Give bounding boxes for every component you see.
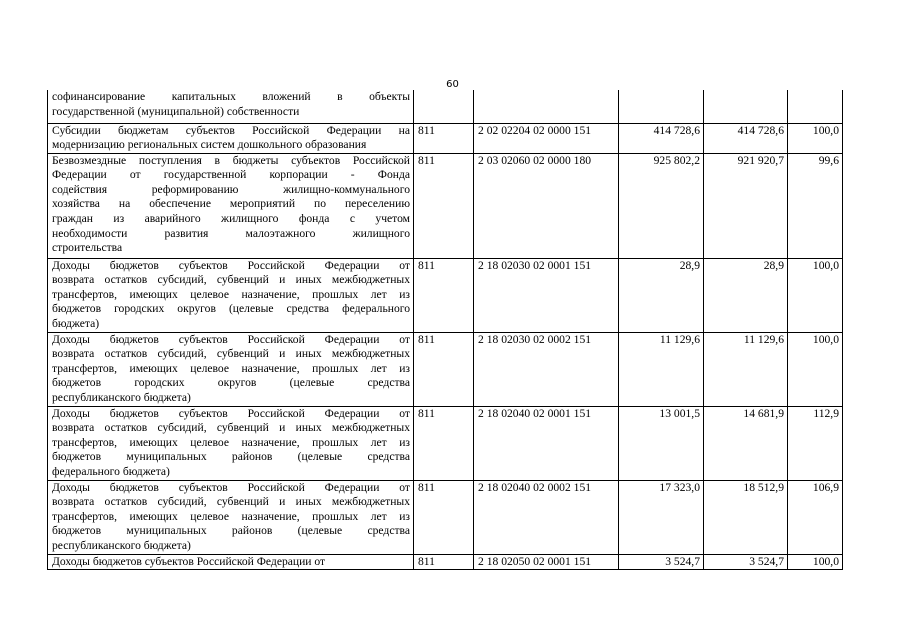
- description-line: Доходы бюджетов субъектов Российской Федерации от: [52, 480, 410, 494]
- description-line: возврата остатков субсидий, субвенций и иных межбюджетных: [52, 421, 410, 435]
- description-line: бюджетов городских округов (целевые средства федерального: [52, 302, 410, 316]
- description-line: республиканского бюджета): [52, 539, 191, 553]
- execution-percent-cell: 99,6: [788, 153, 843, 258]
- table-row: [48, 258, 843, 332]
- planned-amount-cell: [619, 90, 704, 123]
- actual-amount-cell: [704, 90, 788, 123]
- admin-code-cell: 811: [414, 480, 474, 554]
- description-line: Доходы бюджетов субъектов Российской Федерации от: [52, 406, 410, 420]
- table-row: [48, 90, 843, 123]
- revenue-description-cell: [48, 554, 414, 570]
- revenue-description-cell: [48, 258, 414, 332]
- description-line: содействия реформированию жилищно-коммунального: [52, 182, 410, 196]
- description-line: возврата остатков субсидий, субвенций и иных межбюджетных: [52, 495, 410, 509]
- admin-code-cell: 811: [414, 153, 474, 258]
- planned-amount-cell: 414 728,6: [619, 123, 704, 153]
- execution-percent-cell: 100,0: [788, 332, 843, 406]
- description-line: модернизацию региональных систем дошкольного образования: [52, 138, 367, 152]
- execution-percent-cell: [788, 90, 843, 123]
- description-line: трансфертов, имеющих целевое назначение, прошлых лет из: [52, 509, 410, 523]
- admin-code-cell: 811: [414, 554, 474, 570]
- description-line: Доходы бюджетов субъектов Российской Федерации от: [52, 554, 326, 568]
- table-row: [48, 480, 843, 554]
- description-line: бюджетов городских округов (целевые средства: [52, 376, 410, 390]
- revenue-description-cell: [48, 406, 414, 480]
- table-row: [48, 554, 843, 570]
- description-line: Доходы бюджетов субъектов Российской Федерации от: [52, 258, 410, 272]
- description-line: софинансирование капитальных вложений в объекты: [52, 90, 410, 103]
- actual-amount-cell: 11 129,6: [704, 332, 788, 406]
- budget-classification-code-cell: 2 18 02040 02 0001 151: [474, 406, 619, 480]
- description-line: бюджета): [52, 317, 100, 331]
- revenue-description-cell: [48, 480, 414, 554]
- description-line: бюджетов муниципальных районов (целевые средства: [52, 524, 410, 538]
- revenue-description-cell: [48, 332, 414, 406]
- description-line: необходимости развития малоэтажного жилищного: [52, 226, 410, 240]
- description-line: граждан из аварийного жилищного фонда с учетом: [52, 212, 410, 226]
- planned-amount-cell: 3 524,7: [619, 554, 704, 570]
- execution-percent-cell: 100,0: [788, 554, 843, 570]
- description-line: республиканского бюджета): [52, 391, 191, 405]
- page-number-text: 60: [446, 79, 459, 90]
- budget-classification-code-cell: 2 02 02204 02 0000 151: [474, 123, 619, 153]
- actual-amount-cell: 18 512,9: [704, 480, 788, 554]
- budget-classification-code-cell: [474, 90, 619, 123]
- admin-code-cell: 811: [414, 258, 474, 332]
- admin-code-cell: 811: [414, 406, 474, 480]
- actual-amount-cell: 921 920,7: [704, 153, 788, 258]
- budget-classification-code-cell: 2 18 02030 02 0002 151: [474, 332, 619, 406]
- description-line: трансфертов, имеющих целевое назначение, прошлых лет из: [52, 287, 410, 301]
- budget-classification-code-cell: 2 18 02030 02 0001 151: [474, 258, 619, 332]
- planned-amount-cell: 925 802,2: [619, 153, 704, 258]
- planned-amount-cell: 17 323,0: [619, 480, 704, 554]
- page-number: [0, 79, 905, 90]
- description-line: федерального бюджета): [52, 465, 170, 479]
- revenue-description-cell: [48, 153, 414, 258]
- revenue-description-cell: [48, 90, 414, 123]
- actual-amount-cell: 414 728,6: [704, 123, 788, 153]
- admin-code-cell: 811: [414, 123, 474, 153]
- description-line: трансфертов, имеющих целевое назначение, прошлых лет из: [52, 435, 410, 449]
- execution-percent-cell: 112,9: [788, 406, 843, 480]
- description-line: трансфертов, имеющих целевое назначение, прошлых лет из: [52, 361, 410, 375]
- actual-amount-cell: 28,9: [704, 258, 788, 332]
- actual-amount-cell: 14 681,9: [704, 406, 788, 480]
- planned-amount-cell: 28,9: [619, 258, 704, 332]
- revenue-description-cell: [48, 123, 414, 153]
- execution-percent-cell: 100,0: [788, 258, 843, 332]
- budget-classification-code-cell: 2 18 02040 02 0002 151: [474, 480, 619, 554]
- description-line: хозяйства на обеспечение мероприятий по переселению: [52, 197, 410, 211]
- actual-amount-cell: 3 524,7: [704, 554, 788, 570]
- execution-percent-cell: 106,9: [788, 480, 843, 554]
- budget-classification-code-cell: 2 18 02050 02 0001 151: [474, 554, 619, 570]
- description-line: строительства: [52, 241, 123, 255]
- planned-amount-cell: 11 129,6: [619, 332, 704, 406]
- description-line: возврата остатков субсидий, субвенций и иных межбюджетных: [52, 273, 410, 287]
- table-row: [48, 406, 843, 480]
- description-line: Доходы бюджетов субъектов Российской Федерации от: [52, 332, 410, 346]
- budget-revenue-table: [47, 90, 843, 570]
- description-line: возврата остатков субсидий, субвенций и иных межбюджетных: [52, 347, 410, 361]
- table-row: [48, 153, 843, 258]
- description-line: Субсидии бюджетам субъектов Российской Федерации на: [52, 123, 410, 137]
- table-row: [48, 123, 843, 153]
- admin-code-cell: 811: [414, 332, 474, 406]
- budget-classification-code-cell: 2 03 02060 02 0000 180: [474, 153, 619, 258]
- admin-code-cell: [414, 90, 474, 123]
- description-line: Безвозмездные поступления в бюджеты субъектов Российской: [52, 153, 410, 167]
- execution-percent-cell: 100,0: [788, 123, 843, 153]
- planned-amount-cell: 13 001,5: [619, 406, 704, 480]
- table-row: [48, 332, 843, 406]
- description-line: государственной (муниципальной) собственности: [52, 104, 300, 118]
- table-body: [48, 90, 843, 570]
- description-line: Федерации от государственной корпорации - Фонда: [52, 168, 410, 182]
- description-line: бюджетов муниципальных районов (целевые средства: [52, 450, 410, 464]
